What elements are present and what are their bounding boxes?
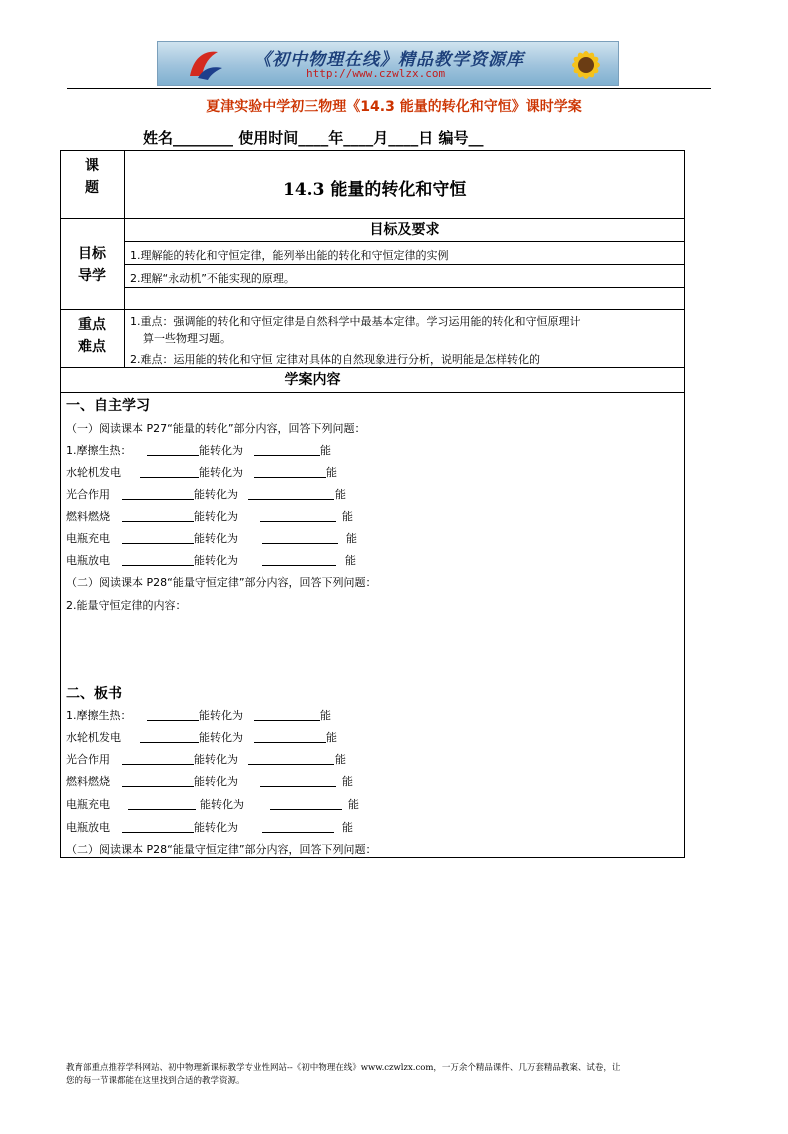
key-point-1: 1.重点：强调能的转化和守恒定律是自然科学中最基本定律。学习运用能的转化和守恒原理计 — [130, 315, 581, 328]
answer-blank[interactable] — [147, 720, 199, 721]
row-subject: 电瓶放电 — [66, 554, 110, 567]
section-1-heading: 一、自主学习 — [66, 398, 150, 414]
answer-blank[interactable] — [122, 565, 194, 566]
row-subject: 水轮机发电 — [66, 731, 121, 744]
key-point-2: 2.难点：运用能的转化和守恒 定律对具体的自然现象进行分析，说明能是怎样转化的 — [130, 353, 540, 366]
row-unit: 能 — [335, 488, 346, 501]
row-verb: 能转化为 — [200, 798, 244, 811]
section-2-intro-2: （二）阅读课本 P28“能量守恒定律”部分内容，回答下列问题： — [66, 843, 377, 856]
banner-url[interactable]: http://www.czwlzx.com — [306, 67, 446, 80]
row-unit: 能 — [345, 554, 356, 567]
table-divider — [124, 287, 685, 288]
row-subject: 电瓶放电 — [66, 821, 110, 834]
section-1-question-2: 2.能量守恒定律的内容： — [66, 599, 187, 612]
topic-label: 课 题 — [85, 158, 99, 196]
table-divider — [124, 241, 685, 242]
row-unit: 能 — [335, 753, 346, 766]
row-subject: 光合作用 — [66, 753, 110, 766]
row-unit: 能 — [342, 775, 353, 788]
answer-blank[interactable] — [128, 809, 196, 810]
row-verb: 能转化为 — [199, 731, 243, 744]
answer-blank[interactable] — [270, 809, 342, 810]
row-verb: 能转化为 — [199, 444, 243, 457]
row-unit: 能 — [320, 444, 331, 457]
row-verb: 能转化为 — [199, 709, 243, 722]
answer-blank[interactable] — [260, 786, 336, 787]
row-verb: 能转化为 — [194, 488, 238, 501]
answer-blank[interactable] — [122, 521, 194, 522]
site-logo-icon — [184, 46, 224, 84]
row-unit: 能 — [342, 821, 353, 834]
answer-blank[interactable] — [122, 499, 194, 500]
row-verb: 能转化为 — [194, 775, 238, 788]
row-subject: 电瓶充电 — [66, 798, 110, 811]
sunflower-icon — [556, 44, 614, 86]
table-divider — [60, 367, 685, 368]
content-heading: 学案内容 — [284, 372, 341, 388]
row-unit: 能 — [346, 532, 357, 545]
answer-blank[interactable] — [122, 764, 194, 765]
answer-blank[interactable] — [248, 764, 334, 765]
footer-line-1: 教育部重点推荐学科网站、初中物理新课标教学专业性网站--《初中物理在线》www.czwlzx.com，一万余个精品课件、几万套精品教案、试卷，让 — [66, 1063, 621, 1073]
key-point-1-cont: 算一些物理习题。 — [143, 332, 231, 345]
section-2-heading: 二、板书 — [66, 686, 122, 702]
row-verb: 能转化为 — [194, 821, 238, 834]
answer-blank[interactable] — [262, 832, 334, 833]
row-verb: 能转化为 — [194, 532, 238, 545]
answer-blank[interactable] — [254, 455, 320, 456]
page-title: 夏津实验中学初三物理《14.3 能量的转化和守恒》课时学案 — [206, 99, 582, 115]
answer-blank[interactable] — [122, 543, 194, 544]
table-divider — [124, 150, 125, 367]
row-subject: 电瓶充电 — [66, 532, 110, 545]
row-subject: 燃料燃烧 — [66, 775, 110, 788]
row-unit: 能 — [342, 510, 353, 523]
answer-blank[interactable] — [260, 521, 336, 522]
answer-blank[interactable] — [248, 499, 334, 500]
answer-blank[interactable] — [122, 832, 194, 833]
answer-blank[interactable] — [262, 543, 338, 544]
student-info-line: 姓名________ 使用时间____年____月____日 编号__ — [143, 129, 484, 147]
section-1-intro: （一）阅读课本 P27“能量的转化”部分内容，回答下列问题： — [66, 422, 366, 435]
table-divider — [60, 392, 685, 393]
answer-blank[interactable] — [254, 742, 326, 743]
answer-blank[interactable] — [254, 477, 326, 478]
header-rule — [67, 88, 711, 89]
row-verb: 能转化为 — [199, 466, 243, 479]
goal-item-2: 2.理解“永动机”不能实现的原理。 — [130, 272, 295, 285]
answer-blank[interactable] — [254, 720, 320, 721]
row-verb: 能转化为 — [194, 510, 238, 523]
row-unit: 能 — [326, 466, 337, 479]
banner-title: 《初中物理在线》精品教学资源库 — [254, 50, 524, 70]
goals-heading: 目标及要求 — [369, 222, 440, 238]
table-divider — [124, 264, 685, 265]
lesson-topic: 14.3 能量的转化和守恒 — [283, 180, 467, 200]
row-verb: 能转化为 — [194, 753, 238, 766]
section-1-intro-2: （二）阅读课本 P28“能量守恒定律”部分内容，回答下列问题： — [66, 576, 377, 589]
answer-blank[interactable] — [140, 477, 199, 478]
row-verb: 能转化为 — [194, 554, 238, 567]
key-points-label: 重点 难点 — [78, 317, 106, 355]
answer-blank[interactable] — [122, 786, 194, 787]
row-subject: 1.摩擦生热： — [66, 709, 132, 722]
answer-blank[interactable] — [147, 455, 199, 456]
footer-line-2: 您的每一节课都能在这里找到合适的教学资源。 — [66, 1076, 245, 1086]
row-subject: 光合作用 — [66, 488, 110, 501]
row-subject: 燃料燃烧 — [66, 510, 110, 523]
row-subject: 水轮机发电 — [66, 466, 121, 479]
table-divider — [60, 309, 685, 310]
page-footer — [66, 1062, 726, 1088]
row-unit: 能 — [320, 709, 331, 722]
row-unit: 能 — [326, 731, 337, 744]
goal-item-1: 1.理解能的转化和守恒定律，能列举出能的转化和守恒定律的实例 — [130, 249, 449, 262]
answer-blank[interactable] — [262, 565, 336, 566]
row-subject: 1.摩擦生热： — [66, 444, 132, 457]
row-unit: 能 — [348, 798, 359, 811]
site-banner — [157, 41, 619, 86]
goals-label: 目标 导学 — [78, 246, 106, 284]
answer-blank[interactable] — [140, 742, 199, 743]
